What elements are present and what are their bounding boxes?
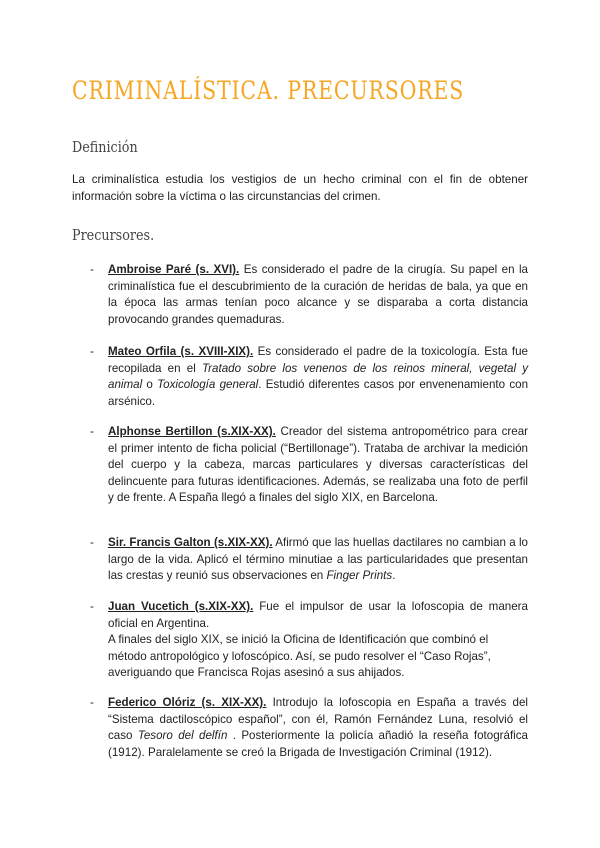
list-item-text bbox=[108, 695, 528, 761]
book-title: Tratado sobre los venenos de los reinos mineral, vegetal y animal bbox=[108, 361, 528, 392]
precursor-name: Sir. Francis Galton (s.XIX-XX). bbox=[108, 536, 273, 549]
definition-text: La criminalística estudia los vestigios de un hecho criminal con el fin de obtener información sobre la víctima o las circunstancias del crimen. bbox=[72, 173, 528, 203]
precursor-description: . Posteriormente la policía añadió la reseña fotográfica (1912). Paralelamente se creó la Brigada de Investigación Criminal (1912). bbox=[108, 729, 528, 759]
bullet-dash: - bbox=[90, 263, 94, 276]
bullet-dash: - bbox=[90, 600, 94, 613]
precursor-name: Mateo Orfila (s. XVIII-XIX). bbox=[108, 345, 254, 358]
precursor-description: Creador del sistema antropométrico para crear el primer intento de ficha policial (“Bertillonage”). Trataba de archivar la medición del cuerpo y la cabeza, marcas particulares y diversas características del delincuente para futuras identificaciones. Además, se realizaba una foto de perfil y de frente. A España llegó a finales del siglo XIX, en Barcelona. bbox=[108, 425, 529, 505]
bullet-dash: - bbox=[90, 536, 94, 549]
bullet-dash: - bbox=[90, 696, 94, 709]
precursor-description: Es considerado el padre de la toxicología. Esta fue recopilada en el bbox=[108, 345, 528, 375]
page-title: CRIMINALÍSTICA. PRECURSORES bbox=[72, 76, 465, 105]
list-item-text bbox=[108, 535, 528, 585]
precursor-description: . bbox=[392, 569, 396, 583]
book-title: Toxicología general bbox=[157, 378, 259, 392]
precursor-name: Juan Vucetich (s.XIX-XX). bbox=[108, 600, 254, 613]
precursor-description-continued: A finales del siglo XIX, se inició la Oficina de Identificación que combinó el método antropológico y lofoscópico. Así, se pudo resolver el “Caso Rojas”, averiguando que Francisca Rojas asesinó a sus ahijados. bbox=[108, 633, 491, 680]
precursors-heading: Precursores. bbox=[72, 226, 155, 244]
precursor-description: Fue el impulsor de usar la lofoscopia de manera oficial en Argentina. bbox=[108, 600, 528, 630]
list-item-text bbox=[108, 424, 528, 507]
book-title: Finger Prints bbox=[326, 569, 393, 583]
precursor-description: o bbox=[142, 378, 158, 392]
case-title: Tesoro del delfín bbox=[137, 729, 228, 743]
precursor-name: Ambroise Paré (s. XVI). bbox=[108, 263, 240, 276]
precursor-description: Introdujo la lofoscopia en España a través del “Sistema dactiloscópico español”, con él, Ramón Fernández Luna, resolvió el caso bbox=[108, 696, 528, 743]
list-item-text bbox=[108, 344, 528, 410]
list-item-text bbox=[108, 599, 528, 682]
precursor-name: Federico Olóriz (s. XIX-XX). bbox=[108, 696, 267, 709]
bullet-dash: - bbox=[90, 425, 94, 438]
precursor-description: Afirmó que las huellas dactilares no cambian a lo largo de la vida. Aplicó el término minutiae a las particularidades que presentan las crestas y reunió sus observaciones en bbox=[108, 536, 528, 583]
precursor-description: Es considerado el padre de la cirugía. Su papel en la criminalística fue el descubrimiento de la curación de heridas de bala, ya que en la época las armas tenían poco alcance y se disparaba a corta distancia provocando grandes quemaduras. bbox=[108, 263, 528, 326]
list-item-text bbox=[108, 262, 528, 328]
bullet-dash: - bbox=[90, 345, 94, 358]
precursor-name: Alphonse Bertillon (s.XIX-XX). bbox=[108, 425, 276, 438]
definition-heading: Definición bbox=[72, 138, 138, 156]
precursor-description: . Estudió diferentes casos por envenenamiento con arsénico. bbox=[108, 378, 529, 408]
